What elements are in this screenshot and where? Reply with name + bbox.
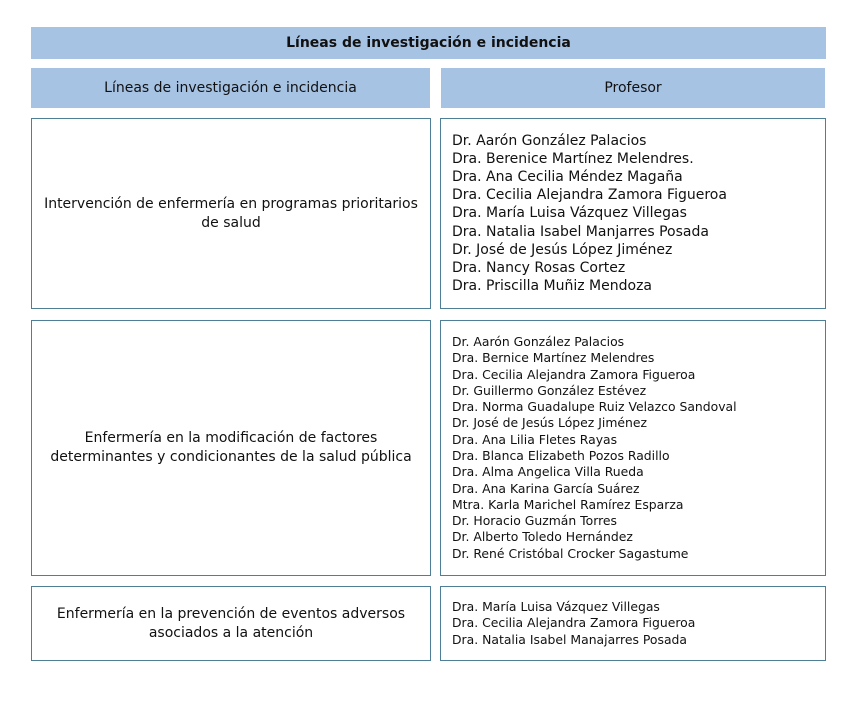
professor-name: Dra. Ana Karina García Suárez <box>452 480 640 496</box>
professor-name: Dra. María Luisa Vázquez Villegas <box>452 599 660 615</box>
research-line-cell <box>31 118 431 309</box>
professor-name: Dr. Aarón González Palacios <box>452 333 625 349</box>
research-line-text: Enfermería en la prevención de eventos adversos asociados a la atención <box>56 605 406 641</box>
professor-name: Dra. Alma Angelica Villa Rueda <box>452 464 644 480</box>
professor-name: Dra. Natalia Isabel Manajarres Posada <box>452 631 688 647</box>
professor-name: Dra. Natalia Isabel Manjarres Posada <box>452 223 709 240</box>
professor-name: Dr. René Cristóbal Crocker Sagastume <box>452 545 689 561</box>
professor-name: Dra. Nancy Rosas Cortez <box>452 260 626 276</box>
professor-name: Dra. Berenice Martínez Melendres. <box>452 150 694 167</box>
research-line-cell <box>31 586 431 661</box>
research-line-text: Intervención de enfermería en programas prioritarios de salud <box>44 195 418 231</box>
professor-list <box>440 118 826 309</box>
professor-name: Dra. Ana Lilia Fletes Rayas <box>452 431 618 447</box>
professor-name: Dra. María Luisa Vázquez Villegas <box>452 205 687 222</box>
professor-name: Dr. José de Jesús López Jiménez <box>452 415 648 431</box>
table-title: Líneas de investigación e incidencia <box>31 27 826 59</box>
professor-name: Dr. Guillermo González Estévez <box>452 382 647 398</box>
professor-name: Dr. Alberto Toledo Hernández <box>452 529 633 545</box>
professor-name: Mtra. Karla Marichel Ramírez Esparza <box>452 496 684 512</box>
professor-name: Dra. Norma Guadalupe Ruiz Velazco Sandoval <box>452 399 737 415</box>
column-header-professor: Profesor <box>441 68 825 108</box>
professor-list <box>440 586 826 661</box>
research-line-text: Enfermería en la modificación de factores determinantes y condicionantes de la salud pública <box>50 430 412 465</box>
professor-name: Dra. Blanca Elizabeth Pozos Radillo <box>452 448 670 463</box>
professor-name: Dr. José de Jesús López Jiménez <box>452 241 673 258</box>
professor-name: Dra. Cecilia Alejandra Zamora Figueroa <box>452 615 696 631</box>
professor-name: Dr. Horacio Guzmán Torres <box>452 513 617 529</box>
professor-name: Dra. Cecilia Alejandra Zamora Figueroa <box>452 366 696 382</box>
column-header-lines: Líneas de investigación e incidencia <box>31 68 430 108</box>
professor-name: Dra. Priscilla Muñiz Mendoza <box>452 278 653 295</box>
professor-name: Dra. Ana Cecilia Méndez Magaña <box>452 168 683 185</box>
professor-list <box>440 320 826 576</box>
research-line-cell <box>31 320 431 576</box>
professor-name: Dr. Aarón González Palacios <box>452 132 647 149</box>
professor-name: Dra. Cecilia Alejandra Zamora Figueroa <box>452 187 727 204</box>
professor-name: Dra. Bernice Martínez Melendres <box>452 350 655 366</box>
